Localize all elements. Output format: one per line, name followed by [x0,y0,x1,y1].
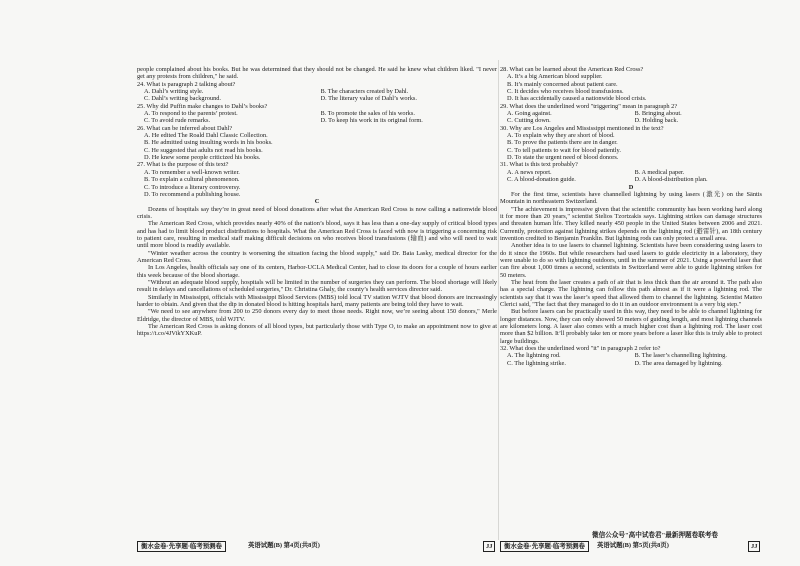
question-27: 27. What is the purpose of this text? [137,161,229,169]
question-30-options [507,132,762,161]
option-c[interactable]: C. Dahl’s writing background. [144,95,221,103]
option-d[interactable]: D. He knew some people criticized his books. [144,154,261,162]
option-d[interactable]: D. A blood-distribution plan. [634,176,708,184]
footer-brand: 衡水金卷·先享题·临考预测卷 [500,541,589,552]
question-31: 31. What is this text probably? [500,161,578,169]
passage-c-paragraph: "Without an adequate blood supply, hospitals will be limited in the number of surgeries they can perform. The blood shortage will likely result in delays and cancellations of scheduled surgeries," Dr. Christina Ghaly, the county’s health services director said. [137,278,497,294]
passage-c-paragraph: Similarly in Mississippi, officials with Mississippi Blood Services (MBS) told local TV station WJTV that blood donors are increasingly harder to obtain. And given that the dip in donated blood is hitting hospitals hard, many patients are being told they have to wait. [137,293,497,308]
option-d[interactable]: D. To keep his work in its original form. [320,117,423,125]
option-b[interactable]: B. To explain a cultural phenomenon. [144,176,240,184]
question-32: 32. What does the underlined word "it" in paragraph 2 refer to? [500,345,661,353]
footer-brand: 衡水金卷·先享题·临考预测卷 [137,541,226,552]
option-b[interactable]: B. To promote the sales of his works. [320,110,415,118]
option-c[interactable]: C. He suggested that adults not read his books. [144,146,263,154]
option-d[interactable]: D. The area damaged by lightning. [634,359,723,367]
option-d[interactable]: D. The literary value of Dahl’s works. [320,95,417,103]
question-26: 26. What can be inferred about Dahl? [137,124,233,132]
option-b[interactable]: B. It’s mainly concerned about patient care. [507,80,618,88]
option-c[interactable]: C. Cutting down. [507,117,551,125]
question-26-options [144,132,497,161]
option-c[interactable]: C. To avoid rude remarks. [144,117,211,125]
option-b[interactable]: B. A medical paper. [634,168,685,176]
option-d[interactable]: D. To state the urgent need of blood donors. [507,154,619,162]
passage-d-paragraph: The heat from the laser creates a path of air that is less thick than the air around it. The path also has a special charge. The lightning can follow this path almost as if it were a lightning rod. The scientists say that it was the laser’s speed that allowed them to channel the lightning. Scientist Matteo Clerici said, "The fact that they managed to do it in an outdoor environment is a very big step." [500,278,762,308]
footer-code: JJ [748,541,760,552]
passage-d-paragraph: "The achievement is impressive given that the scientific community has been working hard along it for more than 20 years," scientist Stelios Tzortzakis says. Lightning strikes can damage structures and threaten human life. They killed nearly 450 people in the United States between 2006 and 2021. Currently, protection against lightning strikes depends on the lightning rod (避雷针), an 18th century invention credited to Benjamin Franklin. But lightning rods can only protect a small area. [500,205,762,242]
question-24: 24. What is paragraph 2 talking about? [137,80,236,88]
option-c[interactable]: C. It decides who receives blood transfusions. [507,88,624,96]
passage-c-paragraph: "Winter weather across the country is worsening the situation facing the blood supply," said Dr. Baia Lasky, medical director for the American Red Cross. [137,249,497,264]
option-c[interactable]: C. A blood-donation guide. [507,176,576,184]
question-25-options [144,110,497,125]
question-30: 30. Why are Los Angeles and Mississippi mentioned in the text? [500,124,664,132]
left-page [137,66,497,532]
section-heading-d: D [628,183,634,191]
option-c[interactable]: C. To tell patients to wait for blood patiently. [507,146,621,154]
section-heading-c: C [314,198,320,206]
passage-c-paragraph: In Los Angeles, health officials say one of its centers, Harbor-UCLA Medical Center, had to close its doors for a couple of hours earlier this week because of the blood shortage. [137,264,497,279]
left-footer [137,540,497,552]
option-b[interactable]: B. He admitted using insulting words in his books. [144,139,273,147]
page-divider [498,60,499,540]
question-32-options [507,352,762,367]
option-a[interactable]: A. He edited The Roald Dahl Classic Collection. [144,132,268,140]
passage-c-paragraph: "We need to see anywhere from 200 to 250 donors every day to meet those needs. Right now, we’re seeing about 150 donors," Merle Eldridge, the director of MBS, told WJTV. [137,308,497,323]
footer-page-info: 英语试题(B) 第5页(共8页) [596,542,669,549]
question-24-options [144,88,497,103]
option-a[interactable]: A. Going against. [507,110,552,118]
question-28-options [507,73,762,102]
option-b[interactable]: B. The laser’s channelling lightning. [634,352,727,360]
option-d[interactable]: D. It has accidentally caused a nationwide blood crisis. [507,95,647,103]
option-a[interactable]: A. To respond to the parents’ protest. [144,110,238,118]
option-a[interactable]: A. To remember a well-known writer. [144,168,240,176]
right-footer [500,540,762,552]
question-29: 29. What does the underlined word "triggering" mean in paragraph 2? [500,102,678,110]
option-c[interactable]: C. To introduce a literary controversy. [144,183,241,191]
passage-d-paragraph: But before lasers can be practically used in this way, they need to be able to channel lightning for longer distances. Now, they can only showed 50 meters of guiding length, and most lightning channels are kilometers long. A laser also comes with a much higher cost than a lightning rod. The laser cost more than $2 billion. It’ll probably take ten or more years before a laser like this is truly able to protect large buildings. [500,308,762,345]
option-c[interactable]: C. The lightning strike. [507,359,566,367]
passage-c-paragraph: The American Red Cross is asking donors of all blood types, but particularly those with Type O, to make an appointment now to give at https://t.co/4JVikYXKuP. [137,323,497,338]
right-page [500,66,762,532]
option-a[interactable]: A. A news report. [507,168,552,176]
option-a[interactable]: A. To explain why they are short of blood. [507,132,615,140]
question-25: 25. Why did Puffin make changes to Dahl’s books? [137,102,268,110]
option-a[interactable]: A. It’s a big American blood supplier. [507,73,603,81]
option-d[interactable]: D. To recommend a publishing house. [144,190,241,198]
question-29-options [507,110,762,125]
passage-c-paragraph: The American Red Cross, which provides nearly 40% of the nation’s blood, says it has less than a one-day supply of critical blood types and has had to limit blood product distributions to hospitals. What the American Red Cross is faced with now is triggering a concerning risk to patient care, resulting in medical staff making difficult decisions on who receives blood transfusions (输血) and who will need to wait until more blood is readily available. [137,220,497,250]
passage-d-paragraph: Another idea is to use lasers to channel lightning. Scientists have been considering using lasers to do it since the 1960s. But while researchers had used lasers to guide electricity in a laboratory, they were unable to do so with lightning outdoors, until in the summer of 2021. Using a powerful laser that can fire about 1,000 times a second, scientists in Switzerland were able to guide lightning strikes for 50 meters. [500,242,762,279]
option-b[interactable]: B. To prove the patients there are in danger. [507,139,618,147]
option-b[interactable]: B. Bringing about. [634,110,682,118]
watermark-text: 微信公众号"高中试卷君"最新押题卷联考卷 [592,532,719,539]
question-28: 28. What can be learned about the American Red Cross? [500,66,644,73]
option-a[interactable]: A. Dahl’s writing style. [144,88,204,96]
question-31-options [507,169,762,184]
footer-page-info: 英语试题(B) 第4页(共8页) [247,542,320,549]
footer-code: JJ [483,541,495,552]
option-d[interactable]: D. Holding back. [634,117,679,125]
intro-paragraph: people complained about his books. But he was determined that they should not be changed. He said he knew what children liked. "I never get any protests from children," he said. [137,66,497,81]
passage-d-paragraph: For the first time, scientists have channelled lightning by using lasers (激光) on the Säntis Mountain in northeastern Switzerland. [500,190,762,206]
question-27-options [144,169,497,198]
passage-c-paragraph: Dozens of hospitals say they’re in great need of blood donations after what the American Red Cross is now calling a nationwide blood crisis. [137,205,497,220]
option-b[interactable]: B. The characters created by Dahl. [320,88,409,96]
option-a[interactable]: A. The lightning rod. [507,352,561,360]
